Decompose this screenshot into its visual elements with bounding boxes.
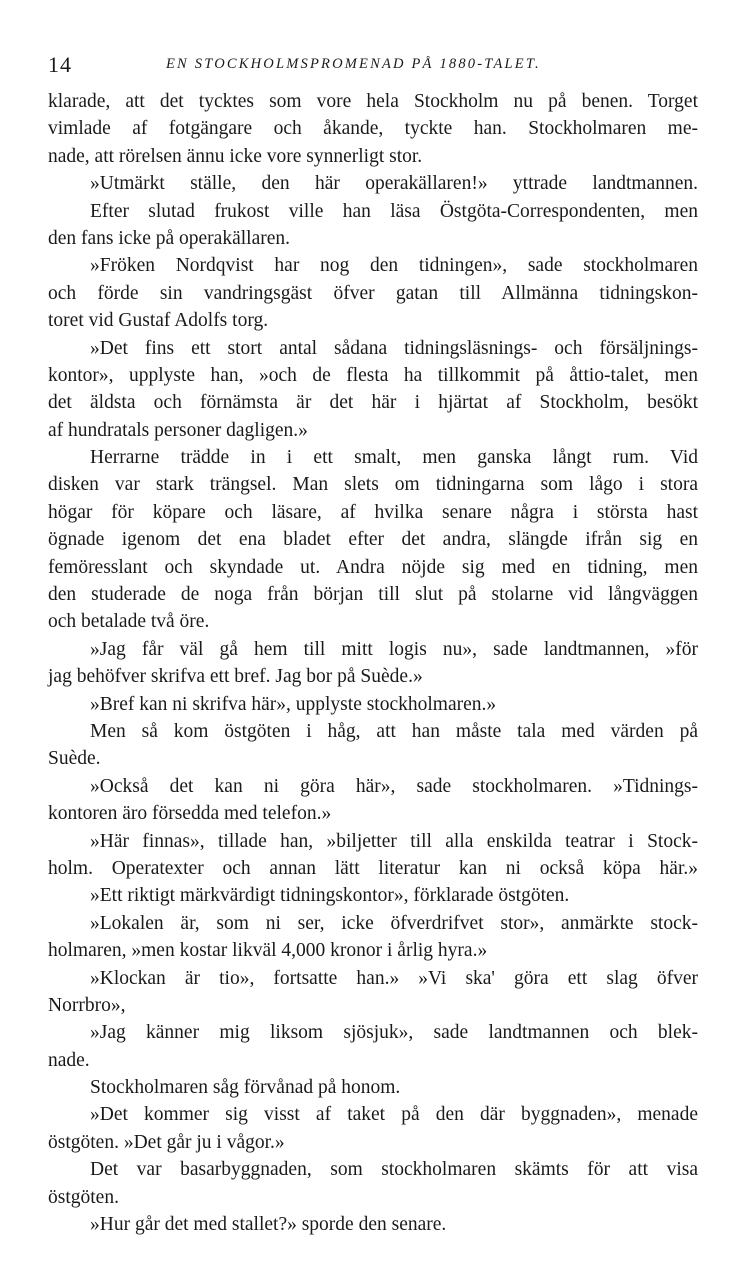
text-line: »Utmärkt ställe, den här operakällaren!» yttrade landtmannen. [90,173,698,195]
text-line: Stockholmaren såg förvånad på honom. [90,1077,401,1099]
text-line: femöresslant och skyndade ut. Andra nöjde sig med en tidning, men [48,556,698,578]
text-line: och förde sin vandringsgäst öfver gatan till Allmänna tidningskon- [48,282,698,304]
text-line: högar för köpare och läsare, af hvilka senare några i största hast [48,501,698,523]
text-line: den fans icke på operakällaren. [48,227,290,249]
text-line: »Det fins ett stort antal sådana tidningsläsnings- och försäljnings- [90,337,698,359]
text-line: »Det kommer sig visst af taket på den där byggnaden», menade [90,1104,698,1126]
page-header [48,52,698,78]
text-line: nade, att rörelsen ännu icke vore synnerligt stor. [48,145,423,167]
text-line: »Här finnas», tillade han, »biljetter till alla enskilda teatrar i Stock- [90,830,698,852]
page-number: 14 [48,52,72,77]
text-line: vimlade af fotgängare och åkande, tyckte han. Stockholmaren me- [48,118,698,140]
text-line: holm. Operatexter och annan lätt literatur kan ni också köpa här.» [48,857,698,879]
running-head: EN STOCKHOLMSPROMENAD PÅ 1880-TALET. [166,56,541,72]
body-text [48,88,698,1238]
text-line: »Jag får väl gå hem till mitt logis nu», sade landtmannen, »för [90,638,698,660]
text-line: klarade, att det tycktes som vore hela Stockholm nu på benen. Torget [48,91,698,112]
text-line: »Också det kan ni göra här», sade stockholmaren. »Tidnings- [90,775,698,797]
text-line: den studerade de noga från början till slut på stolarne vid långväggen [48,584,698,606]
text-line: »Lokalen är, som ni ser, icke öfverdrifvet stor», anmärkte stock- [90,912,698,934]
text-line: nade. [48,1049,90,1071]
text-line: ögnade igenom det ena bladet efter det andra, slängde ifrån sig en [48,529,698,551]
text-line: »Hur går det med stallet?» sporde den senare. [90,1214,447,1236]
text-line: kontor», upplyste han, »och de flesta ha tillkommit på åttio-talet, men [48,364,698,386]
text-line: Herrarne trädde in i ett smalt, men ganska långt rum. Vid [90,447,698,469]
text-line: »Ett riktigt märkvärdigt tidningskontor», förklarade östgöten. [90,885,570,907]
text-line: jag behöfver skrifva ett bref. Jag bor på Suède.» [48,666,423,688]
text-line: och betalade två öre. [48,611,210,633]
text-line: toret vid Gustaf Adolfs torg. [48,310,269,332]
text-line: »Bref kan ni skrifva här», upplyste stockholmaren.» [90,693,497,715]
text-line: kontoren äro försedda med telefon.» [48,803,332,825]
text-line: »Klockan är tio», fortsatte han.» »Vi ska' göra ett slag öfver [90,967,698,989]
text-line: disken var stark trängsel. Man slets om tidningarna som lågo i stora [48,474,698,496]
text-line: »Fröken Nordqvist har nog den tidningen», sade stockholmaren [90,255,698,277]
text-line: Norrbro», [48,994,126,1016]
text-line: Efter slutad frukost ville han läsa Östgöta-Correspondenten, men [90,200,698,222]
text-line: östgöten. [48,1186,119,1208]
text-line: af hundratals personer dagligen.» [48,419,308,441]
text-line: »Jag känner mig liksom sjösjuk», sade landtmannen och blek- [90,1022,698,1044]
text-line: Men så kom östgöten i håg, att han måste tala med värden på [90,720,698,742]
text-line: det äldsta och förnämsta är det här i hjärtat af Stockholm, besökt [48,392,698,414]
text-line: östgöten. »Det går ju i vågor.» [48,1131,285,1153]
text-line: Suède. [48,748,101,770]
text-line: holmaren, »men kostar likväl 4,000 kronor i årlig hyra.» [48,940,488,962]
text-line: Det var basarbyggnaden, som stockholmaren skämts för att visa [90,1159,698,1181]
